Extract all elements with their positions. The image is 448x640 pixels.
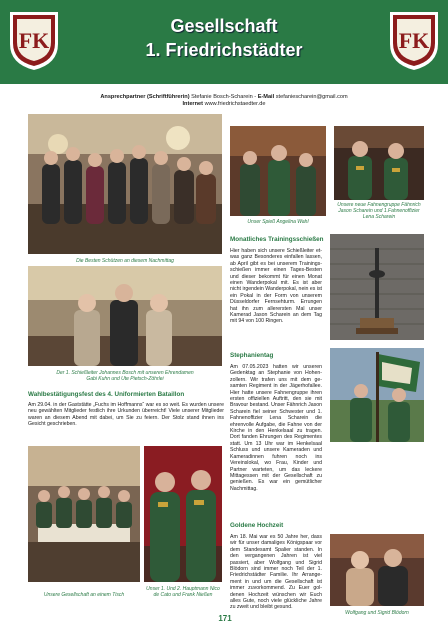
caption-shooting-leader-line2: Gabi Kuhn und Ute Pietsch-Zöhrlei [86,376,164,382]
text-gold: Am 18. Mai war es 50 Jahre her, dass wir für unser damaliges Königspaar vor dem Standesamt Spalier standen. In den vergangenen Jahren ist viel passiert, aber Wolfgang und Sigrid Blödorn sind immer noch Teil der 1. Friedrichstädter Familie. Ihr Arrange-ment in und um die Gesellschaft ist immer zuvorkommend. Zu Euer gol-denen Hochzeit wünschen wir Euch alles Gute, noch viele glückliche Jahre zu zweit und bleibt gesund. [230,534,322,611]
svg-text:FK: FK [398,28,430,53]
text-wahl: Am 29.04. in der Gaststätte „Fuchs im Hoffmanns“ war es so weit. Es wurden unsere neu gewählten Mitglieder festlich ihre Urkunden überreicht! Viele unserer Mitglieder waren an diesem Abend mit dabei, um Sie zu feiern. Der Stolz stand ihnen ins Gesicht geschrieben. [28,402,224,428]
caption-flag-group-line2: Jason Scharein und 1.Fahnenoffizier [338,208,420,214]
contact-line-1: Ansprechpartner (Schriftführerin) Stefanie Bosch-Scharein - E-Mail stefaniescharein@gmail.com [100,94,348,100]
photo-golden-couple [330,534,424,606]
club-crest-logo [388,10,440,72]
page-title-line1: Gesellschaft [170,16,278,36]
text-training: Hier haben sich unsere Schießleiter et-was ganz Besonderes einfallen lassen, ab April gibt es bei unserem Trainings-schießen immer einen Tages-Besten und dieser bekommt für einen Monat einen Wanderpokal mit. Es ist aber nicht irgendein Wanderpokal, nein es ist ein Pokal in der Form von unserem Düsseldorfer Fernsehturm. Errungen hat ihn zum allerersten Mal unser Kamerad Jason Scharein an dem Tag mit 94 von 100 Ringen. [230,248,322,325]
caption-spiess: Unser Spieß Angelina Wahl [247,219,309,225]
caption-society-table: Unsere Gesellschaft an einem Tisch [43,592,125,598]
svg-text:FK: FK [18,28,50,53]
photo-spiess [230,126,326,216]
caption-shooting-leader-line1: Der 1. Schießleiter Johannes Bosch mit unseren Ehrendamen [56,370,194,376]
heading-gold: Goldene Hochzeit [230,522,284,529]
text-stephanie: Am 07.05.2023 hatten wir unseren Gedenktag an Stephanie von Hohen-zollern. Wir trafen uns mit dem ge-samten Regiment in der Jägerhofallee. Hier hatte unsere Fahnengruppe ihren ersten offiziellen Auftritt, den sie mit Bravour bestand. Unser Fähnrich Jason Scharein fiel seiner Schwester und 1. Fahnenoffizier Lena Scharein die ehrenvolle Aufgabe, die Fahne von der Kirche in den Henkelsaal zu tragen. Dort fanden Ehrungen des Regimentes statt. Um 13 Uhr war im Henkelsaal Schluss und unsere Kameraden und Kameradinnen fuhren noch ins Vereinslokal, wo Frau, Kinder und Partner warteten, um das leckere Mittagessen mit der Gesellschaft zu genießen. Es war ein gemütlicher Nachmittag. [230,364,322,492]
heading-wahl: Wahlbestätigungsfest des 4. Uniformierten Bataillon [28,391,185,398]
caption-captains-line1: Unser 1. Und 2. Hauptmann Nico [146,586,220,592]
club-crest-logo [8,10,60,72]
caption-captains-line2: de Cato und Frank Nießen [153,592,213,598]
photo-stephanie-flag [330,348,424,442]
caption-golden-couple: Wolfgang und Sigrid Blödorn [345,610,409,616]
caption-flag-group-line1: Unsere neue Fahnengruppe Fähnrich [337,202,421,208]
page-number: 171 [218,614,232,623]
photo-flag-group [334,126,424,200]
photo-tower-trophy [330,234,424,340]
photo-captains [144,446,222,582]
page-header [0,0,448,84]
photo-shooting-leader [28,266,222,366]
contact-line-2: Internet www.friedrichstaedter.de [182,101,266,107]
caption-best-shooters: Die Besten Schützen an diesem Nachmittag [76,258,174,264]
heading-stephanie: Stephanientag [230,352,274,359]
heading-training: Monatliches Trainingsschießen [230,236,324,243]
page-title-line2: 1. Friedrichstädter [145,40,303,60]
photo-society-table [28,446,140,582]
photo-best-shooters [28,114,222,254]
caption-flag-group-line3: Lena Scharein [362,214,396,220]
